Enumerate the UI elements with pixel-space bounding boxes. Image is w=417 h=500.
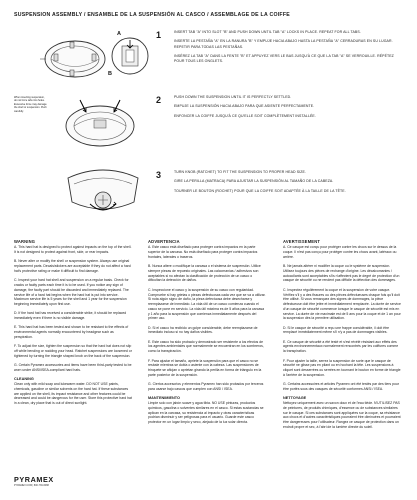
step-3-es: GIRE LA PERILLA (MATRACA) PARA AJUSTAR LA SUSPENSIÓN AL TAMAÑO DE LA CABEZA. — [174, 179, 334, 184]
step-3-en: TURN KNOB (RATCHET) TO FIT THE SUSPENSION TO PROPER HEAD SIZE. — [174, 170, 306, 174]
brand-logo: PYRAMEX — [14, 475, 54, 484]
warning-item: G. Certain Pyramex accessories and items have been third-party tested to be worn under ANSI/ISEA-compliant hard hats. — [14, 363, 132, 372]
step-number: 2 — [156, 95, 162, 105]
warning-item: C. Inspectez régulièrement la coque et la suspension de votre casque. Vérifiez s'il y a des fissures ou des pièces défectueuses chaque fois qu'il doit être utilisé. Si vous remarquez des signes de dommages, la pièce défectueuse doit être jetée et immédiatement remplacée. La durée de service d'un casque de sécurité commence lorsque le casque de sécurité est mis en service. La durée de vie maximale est de 5 ans pour la coque et de 1 an pour la suspension dès la première utilisation. — [283, 287, 401, 321]
warning-item: F. Pour ajuster la taille, serrez la suspension de sorte que le casque de sécurité ne glisse pas en pliant ou en hochant la tête. Les suspensions à cliquet sont desserrées ou serrées en tournant le bouton en forme de triangle à l'arrière de la suspension. — [283, 358, 401, 377]
cleaning-text: Nettoyez uniquement avec un savon doux et de l'eau tiède. N'UTILISEZ PAS de peintures, de produits chimiques, d'essence ou de substances similaires sur le casque. Si ces substances sont appliquées sur la coque, sa résistance aux chocs et d'autres caractéristiques pourraient être diminuées et pourraient être dangereuses pour l'utilisateur. Rangez ce casque de protection dans un endroit propre et sec, à l'abri de la lumière directe du soleil. — [283, 401, 401, 429]
warning-item: C. Inspeccione el casco y la suspensión de su casco con regularidad. Compruebe si hay grietas o piezas defectuosas cada vez que se va a utilizar. Si nota algún signo de daño, la pieza defectuosa debe desecharse y reemplazarse de inmediato. La vida útil de un casco comienza cuando el casco se pone en servicio. La vida útil máxima es de 5 años para la carcasa y 1 año para la suspensión que comienza inmediatamente después del primer uso. — [148, 287, 266, 321]
warning-item: E. Este casco ha sido probado y demostrado ser resistente a los efectos de los agentes ambientales que normalmente se encuentran en los sombreros, como la transpiración. — [148, 339, 264, 354]
sub-heading: NETTOYAGE — [283, 396, 307, 401]
helmet-underside-illustration — [40, 32, 110, 86]
footer-text: PYRAMEX.COM | 800-736-6088 — [14, 484, 49, 487]
label-a: A — [117, 31, 121, 37]
step-2-en: PUSH DOWN THE SUSPENSION UNTIL IT IS PERFECTLY SETTLED. — [174, 95, 292, 99]
sub-heading: MANTENIMIENTO — [148, 396, 180, 401]
step-number: 3 — [156, 170, 162, 180]
column-heading: ADVERTENCIA — [148, 239, 180, 244]
cleaning-text: Clean only with mild soap and lukewarm water. DO NOT USE paints, chemicals, gasoline or similar solvents on the hard hat. If these substances are applied on the shell, its impact resistance and other features could be decreased and could be dangerous for the user. Store this protective hard hat in a clean, dry place that is out of direct sunlight. — [14, 382, 132, 405]
warning-item: E. Ce casque de sécurité a été testé et s'est révélé résistant aux effets des agents environnementaux normalement rencontrés par les coiffures comme la transpiration. — [283, 339, 399, 354]
warning-column-en — [14, 240, 132, 410]
warning-item: D. Si el casco ha recibido un golpe considerable, debe reemplazarse de inmediato incluso si no hay daños visibles. — [148, 325, 258, 335]
tab-slot-detail-circle — [110, 36, 150, 76]
warning-item: D. If the hard hat has received a considerable strike, it should be replaced immediately even if there is no visible damage. — [14, 311, 127, 321]
step-2-fr: ENFONCER LA COIFFE JUSQU'À CE QU'ELLE SOIT COMPLÈTEMENT INSTALLÉE. — [174, 113, 316, 118]
step-number: 1 — [156, 30, 162, 40]
step-3-fr: TOURNER LE BOUTON (ROCHET) POUR QUE LA COIFFE SOIT ADAPTÉE À LA TAILLE DE LA TÊTE. — [174, 188, 346, 193]
warning-item: B. Never alter or modify the shell or suspension system. Always use original replacement parts. Decals/stickers are acceptable if they do not affect a hard hat's protective rating or make it difficult to find damage. — [14, 259, 131, 273]
step-1-en: INSERT TAB "A" INTO SLOT "B" AND PUSH DOWN UNTIL TAB "A" LOCKS IN PLACE. REPEAT FOR ALL TABS. — [174, 30, 361, 34]
warning-item: F. To adjust the size, tighten the suspension so that the hard hat does not slip off while bending or nodding your head. Ratchet suspensions are loosened or tightened by turning the triangle shaped knob on the back of the suspension. — [14, 344, 132, 358]
column-heading: AVERTISSEMENT — [283, 239, 321, 244]
ratchet-knob-illustration — [62, 158, 144, 220]
label-b: B — [108, 71, 112, 77]
page-title: SUSPENSION ASSEMBLY / ENSAMBLE DE LA SUSPENSIÓN AL CASCO / ASSEMBLAGE DE LA COIFFE — [14, 12, 290, 18]
warning-item: F. Para ajustar el tamaño, apriete la suspensión para que el casco no se resbale mientras se dobla o asiente con la cabeza. Las suspensiones de trinquete se aflojan o aprietan girando la perilla en forma de triángulo en la parte posterior de la suspensión. — [148, 358, 262, 377]
warning-item: A. Este casco está diseñado para proteger contra impactos en la parte superior de la carcasa. No está diseñado para proteger contra impactos frontales, laterales o traseros. — [148, 245, 258, 259]
warning-item: B. Nunca altere o modifique la carcasa o el sistema de suspensión. Utilice siempre piezas de repuesto originales. Las calcomanías / adhesivos son aceptables si no afectan la clasificación de protección de un casco o dificultan la detección de daños. — [148, 264, 261, 283]
cleaning-text: Limpie solo con jabón suave y agua tibia. NO USE pinturas, productos químicos, gasolina o solventes similares en el casco. Si estas sustancias se aplican en la carcasa, su resistencia al impacto y otras características podrían disminuir y ser peligrosas para el usuario. Guarde este casco protector en un lugar limpio y seco, alejado de la luz solar directa. — [148, 401, 264, 424]
warning-item: G. Certains accessoires et articles Pyramex ont été testés par des tiers pour être portés sous des casques de sécurité conformes ANSI / ISEA. — [283, 382, 399, 391]
warning-item: A. This hard hat is designed to protect against impacts on the top of the shell. It is not designed to protect against front, side, or rear impacts. — [14, 245, 132, 255]
warning-note: When inserting suspension, do not force tabs into holes. Excessive force may damage the shell or suspension. Push carefully. — [14, 96, 47, 113]
warning-column-es — [148, 240, 266, 429]
warning-column-fr — [283, 240, 401, 434]
sub-heading: CLEANING — [14, 377, 34, 382]
helmet-push-down-illustration — [60, 92, 140, 152]
warning-item: E. This hard hat has been tested and shown to be resistant to the effects of environmental agents normally encountered by headgear such as perspiration. — [14, 325, 129, 339]
step-1-es: INSERTE LA PESTAÑA "A" EN LA RANURA "B" Y EMPUJE HACIA ABAJO HASTA LA PESTAÑA "A" CERRADURAS EN SU LUGAR. REPETIR PARA TODAS LAS PESTAÑAS. — [174, 39, 393, 49]
warning-item: D. Si le casque de sécurité a reçu une frappe considérable, il doit être remplacé immédiatement même s'il n'y a pas de dommages visibles. — [283, 325, 390, 335]
warning-item: A. Ce casque est conçu pour protéger contre les chocs sur le dessus de la coque. Il n'est pas conçu pour protéger contre les chocs avant, latéraux ou arrière. — [283, 245, 397, 259]
warning-item: C. Inspect your hard hat shell and suspension on a regular basis. Check for cracks or faulty parts each time it is to be used. If you notice any sign of damage, the faulty part should be discarded and immediately replaced. The service life of a hard hat begins when the hard hat is put into service. Maximum service life is 5 years for the shell and 1 year for the suspension beginning immediately upon first use. — [14, 278, 129, 307]
warning-item: B. Ne jamais altérer ni modifier la coque ou le système de suspension. Utilisez toujours des pièces de rechange d'origine. Les décalcomanies / autocollants sont acceptables s'ils n'affectent pas le degré de protection d'un casque de sécurité ou ne rendent pas difficile la détection des dommages. — [283, 264, 400, 283]
warning-item: G. Ciertos accesorios y elementos Pyramex han sido probados por terceros para usarse bajo cascos que cumplen con ANSI / ISEA. — [148, 382, 264, 391]
step-1-fr: INSÉREZ LA TAB "A" DANS LA FENTE "B" ET APPUYEZ VERS LE BAS JUSQU'À CE QUE LA TAB "A" SE VERROUILLE. RÉPÉTEZ POUR TOUS LES ONGLETS. — [174, 53, 394, 64]
step-2-es: EMPUJE LA SUSPENSIÓN HACIA ABAJO PARA QUE ASIENTE PERFECTAMENTE. — [174, 104, 315, 109]
column-heading: WARNING — [14, 239, 36, 244]
